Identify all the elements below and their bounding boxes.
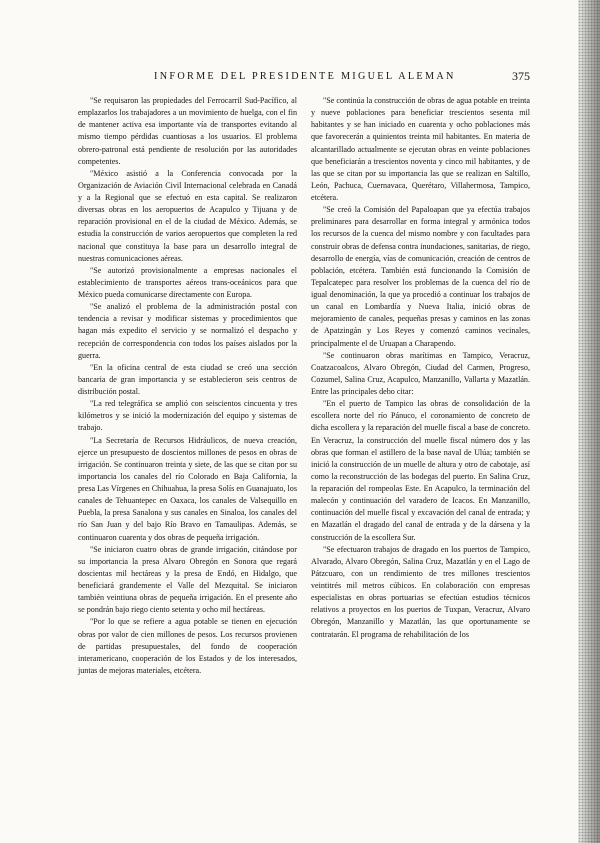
paragraph: "Se creó la Comisión del Papaloapan que ya efectúa trabajos preliminares para desarrollar en forma integral y armónica todos los recursos de la cuenca del mismo nombre y con facultades para construir obras de defensa contra inundaciones, sanitarias, de riego, desarrollo de energía, vías de comunicación, creación de centros de población, etcétera. También está funcionando la Comisión de Tepalcatepec para resolver los problemas de la cuenca del río de igual denominación, la que ya procedió a continuar los trabajos de un canal en Lombardía y Nueva Italia, inició obras de mejoramiento de canales, pequeñas presas y caminos en las zonas de Apatzingán y Los Reyes y comenzó caminos vecinales, principalmente el de Uruapan a Charapendo. xyxy=(311,205,530,348)
running-header: INFORME DEL PRESIDENTE MIGUEL ALEMAN xyxy=(154,71,456,82)
left-column xyxy=(78,95,297,677)
paragraph: "La red telegráfica se amplió con seiscientos cincuenta y tres kilómetros y se inició la modernización del equipo y sistemas de trabajo. xyxy=(78,399,297,433)
paragraph: "En la oficina central de esta ciudad se creó una sección bancaria de gran importancia y se establecieron seis centros de distribución postal. xyxy=(78,362,297,396)
paragraph: "Se iniciaron cuatro obras de grande irrigación, citándose por su importancia la presa Alvaro Obregón en Sonora que regará doscientas mil hectáreas y la presa de Endó, en Hidalgo, que beneficiará grandemente el Valle del Mezquital. Se iniciaron también veintiuna obras de pequeña irrigación. En el presente año se pondrán bajo riego ciento setenta y ocho mil hectáreas. xyxy=(78,544,297,615)
paragraph: "Se continuaron obras marítimas en Tampico, Veracruz, Coatzacoalcos, Alvaro Obregón, Ciudad del Carmen, Progreso, Cozumel, Salina Cruz, Acapulco, Manzanillo, Vallarta y Mazatlán. Entre las principales debo citar: xyxy=(311,350,530,396)
paragraph: "Se requisaron las propiedades del Ferrocarril Sud-Pacífico, al emplazarlos los trabajadores a un movimiento de huelga, con el fin de mantener activa esa importante vía de transportes evitando al mismo tiempo pérdidas cuantiosas a los usuarios. El problema obrero-patronal está pendiente de resolución por las autoridades competentes. xyxy=(78,96,297,166)
paragraph: "Se analizó el problema de la administración postal con tendencia a revisar y modificar sistemas y procedimientos que hagan más expedito el servicio y se normalizó el despacho y recepción de correspondencia con todos los países aislados por la guerra. xyxy=(78,302,297,360)
paragraph: "Se autorizó provisionalmente a empresas nacionales el establecimiento de transportes aéreos trans-oceánicos para que México pueda comunicarse directamente con Europa. xyxy=(78,265,297,299)
paragraph: "Por lo que se refiere a agua potable se tienen en ejecución obras por valor de cien millones de pesos. Los recursos provienen de partidas presupuestales, del fondo de cooperación interamericano, cooperación de los Estados y de los interesados, juntas de mejoras materiales, etcétera. xyxy=(78,617,297,675)
right-column xyxy=(311,95,530,641)
paragraph: "La Secretaría de Recursos Hidráulicos, de nueva creación, ejerce un presupuesto de doscientos millones de pesos en obras de irrigación. Se continuaron treinta y siete, de las que se citan por su importancia los canales del río Colorado en Baja California, la presa Las Vírgenes en Chihuahua, la presa Solís en Guanajuato, los canales de Tehuantepec en Oaxaca, los canales de Valsequillo en Puebla, la presa Sanalona y sus canales en Sinaloa, los canales del río San Juan y del bajo Río Bravo en Tamaulipas. Además, se continuaron cuarenta y dos obras de pequeña irrigación. xyxy=(78,435,297,542)
page-number: 375 xyxy=(512,69,530,83)
paragraph: "Se continúa la construcción de obras de agua potable en treinta y nueve poblaciones para beneficiar trescientos sesenta mil habitantes y se han iniciado en cuarenta y ocho poblaciones más que favorecerán a quinientos treinta mil habitantes. En materia de alcantarillado actualmente se ejecutan obras en veinte poblaciones que beneficiarán a trescientos noventa y cinco mil habitantes, y de las que se citan por su importancia las que se realizan en Saltillo, León, Pachuca, Cuernavaca, Querétaro, Villahermosa, Tampico, etcétera. xyxy=(311,96,530,202)
paragraph: "México asistió a la Conferencia convocada por la Organización de Aviación Civil Internacional celebrada en Canadá y a la Regional que se efectuó en esta capital. Se realizaron diversas obras en los aeropuertos de Acapulco y Tijuana y de reparación provisional en el de la ciudad de México. Además, se estudia la construcción de varios aeropuertos que completen la red nacional que constituya la base para un desarrollo integral de nuestras comunicaciones aéreas. xyxy=(78,168,297,263)
paragraph: "Se efectuaron trabajos de dragado en los puertos de Tampico, Alvarado, Alvaro Obregón, Salina Cruz, Mazatlán y en el Lago de Pátzcuaro, con un rendimiento de tres millones trescientos veintitrés mil metros cúbicos. En colaboración con empresas especialistas en obras portuarias se efectúan estudios técnicos relativos a proyectos en los puertos de Tuxpan, Veracruz, Alvaro Obregón, Manzanillo y Mazatlán, las que oportunamente se contratarán. El programa de rehabilitación de los xyxy=(311,544,530,639)
paragraph: "En el puerto de Tampico las obras de consolidación de la escollera norte del río Pánuco, el coronamiento de concreto de dicha escollera y la reparación del muelle fiscal a base de concreto. En Veracruz, la construcción del muelle fiscal número dos y las obras que forman el astillero de la base naval de Ulúa; también se inició la construcción de un muelle de altura y otro de cabotaje, así como la reconstrucción de las bodegas del puerto. En Salina Cruz, la reparación del rompeolas Este. En Acapulco, la terminación del malecón y continuación del varadero de Icacos. En Manzanillo, continuación del muelle fiscal y excavación del canal de entrada; y en Mazatlán el dragado del canal de entrada y de la dársena y la construcción de la escollera Sur. xyxy=(311,399,530,542)
page-edge-texture xyxy=(578,0,600,843)
